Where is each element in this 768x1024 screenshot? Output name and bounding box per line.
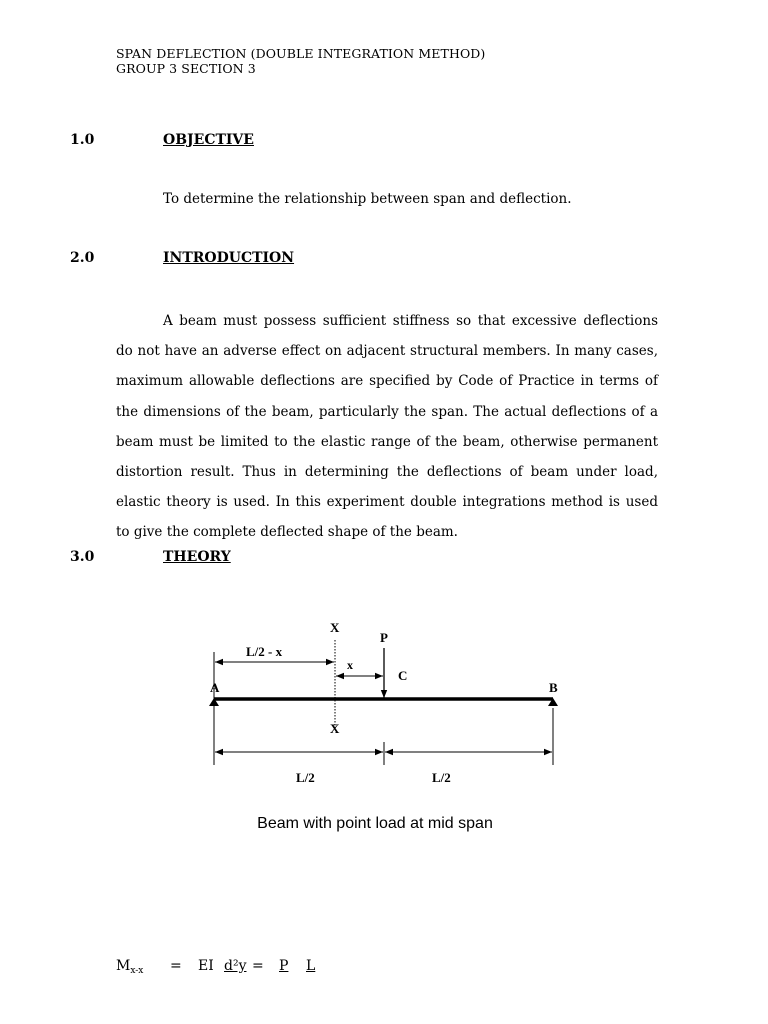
equation-m xyxy=(116,958,143,976)
document-header-group: GROUP 3 SECTION 3 xyxy=(116,61,256,76)
section-number-introduction: 2.0 xyxy=(70,250,95,266)
equation-d2y: d²y xyxy=(224,958,247,974)
label-a: A xyxy=(210,680,220,695)
section-title-introduction: INTRODUCTION xyxy=(163,250,295,266)
section-number-theory: 3.0 xyxy=(70,549,95,565)
label-b: B xyxy=(549,680,558,695)
equation-ei: EI xyxy=(198,958,214,974)
introduction-paragraph: A beam must possess sufficient stiffness so that excessive deflections do not have an adverse effect on adjacent structural members. In many cases, maximum allowable deflections are specified by Code of Practice in terms of the dimensions of the beam, particularly the span. The actual deflections of a beam must be limited to the elastic range of the beam, otherwise permanent distortion result. Thus in determining the deflections of beam under load, elastic theory is used. In this experiment double integrations method is used to give the complete deflected shape of the beam. xyxy=(116,313,658,541)
equation-l: L xyxy=(306,958,316,974)
section-title-theory: THEORY xyxy=(163,549,231,565)
equation-equals-2: = xyxy=(252,958,264,974)
section-number-objective: 1.0 xyxy=(70,132,95,148)
label-x-top: X xyxy=(330,620,340,635)
label-l2-left: L/2 xyxy=(296,770,315,785)
equation-m-subscript: x-x xyxy=(130,966,144,976)
label-l2-minus-x: L/2 - x xyxy=(246,644,283,659)
label-x-bottom: X xyxy=(330,721,340,736)
objective-text: To determine the relationship between span and deflection. xyxy=(163,191,572,207)
document-header-title: SPAN DEFLECTION (DOUBLE INTEGRATION METHOD) xyxy=(116,46,486,61)
equation-m-symbol: M xyxy=(116,958,131,974)
label-small-x: x xyxy=(347,658,353,672)
equation-p: P xyxy=(279,958,289,974)
diagram-caption: Beam with point load at mid span xyxy=(257,815,493,832)
label-l2-right: L/2 xyxy=(432,770,451,785)
section-title-objective: OBJECTIVE xyxy=(163,132,254,148)
label-c: C xyxy=(398,668,408,683)
equation-equals-1: = xyxy=(170,958,182,974)
label-p: P xyxy=(380,630,388,645)
